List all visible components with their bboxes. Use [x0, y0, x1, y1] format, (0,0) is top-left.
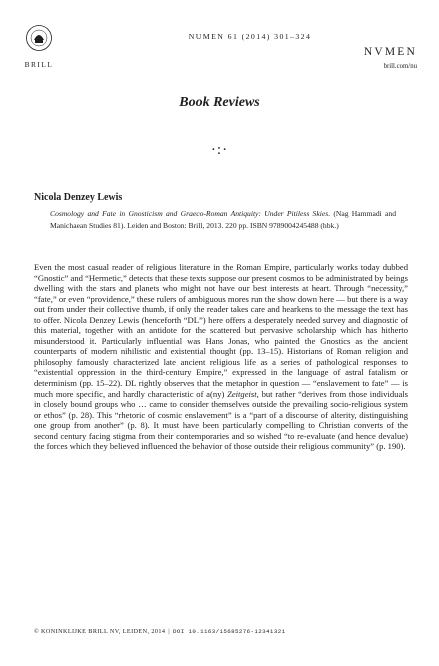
footer-separator: | — [168, 628, 170, 635]
publisher-name: BRILL — [24, 60, 54, 69]
book-title: Cosmology and Fate in Gnosticism and Graeco-Roman Antiquity: Under Pitiless Skies — [50, 209, 329, 218]
section-title: Book Reviews — [179, 95, 260, 110]
section-ornament: ·:· — [210, 142, 229, 158]
footer-copyright: © KONINKLIJKE BRILL NV, LEIDEN, 2014 — [34, 628, 166, 635]
review-body-italic-term: Zeitgeist — [227, 388, 257, 399]
journal-masthead: NVMEN — [363, 46, 417, 58]
review-body-part-1: Even the most casual reader of religious literature in the Roman Empire, particularly works today dubbed “Gnostic” and “Hermetic,” detects that these texts suppose our present cosmos to be administrated by beings dwelling with the stars and planets who might not have our best interests at heart. Through “necessity,” “fate,” or even “providence,” these rulers of ambiguous mores run the show down here — but there is a way out from under their collective thumb, if only the reader takes care and hearkens to the message the text has to offer. Nicola Denzey Lewis (henceforth “DL”) here offers a desperately needed survey and diagnostic of this material, together with an antidote for the scattered but pervasive scholarship which has hitherto misunderstood it. Particularly influential was Hans Jonas, who painted the Gnostics as the ancient counterparts of modern nihilistic and existential thought (pp. 13–15). Historians of Roman religion and philosophy famously characterized late ancient religious life as a series of pathological responses to “existential oppression in the third-century Empire,” expressed in the language of astral fatalism or determinism (pp. 15–22). DL rightly observes that the metaphor in question — “enslavement to fate” — is much more specific, and hardly characteristic of a(ny) — [34, 262, 408, 399]
reviewer-name: Nicola Denzey Lewis — [34, 192, 123, 203]
page-footer — [34, 628, 408, 635]
publisher-logo — [22, 24, 56, 69]
footer-doi-link[interactable]: DOI 10.1163/15685276-12341321 — [172, 628, 286, 635]
journal-reference: NUMEN 61 (2014) 301–324 — [188, 32, 312, 41]
journal-url-link[interactable]: brill.com/nu — [383, 63, 417, 70]
book-citation — [50, 208, 396, 232]
review-body-part-2: , but rather “derives from those individuals in closely bound groups who … came to consider themselves outside the prevailing socio-religious system or ethos” (p. 28). This “rhetoric of cosmic enslavement” is a “part of a discourse of alterity, distinguishing one group from another” (p. 8). It must have been particularly compelling to Christian converts of the second century facing stigma from their contemporaries and so wished “to re-evaluate (and hence devalue) the forces which they believed influenced the behavior of those outside their religious community” (p. 190). — [34, 388, 408, 452]
brill-seal-icon — [25, 24, 53, 52]
book-details: . (Nag Hammadi and Manichaean Studies 81). Leiden and Boston: Brill, 2013. 220 pp. ISBN 9789004245488 (hbk.) — [50, 209, 397, 230]
review-body — [34, 262, 408, 452]
